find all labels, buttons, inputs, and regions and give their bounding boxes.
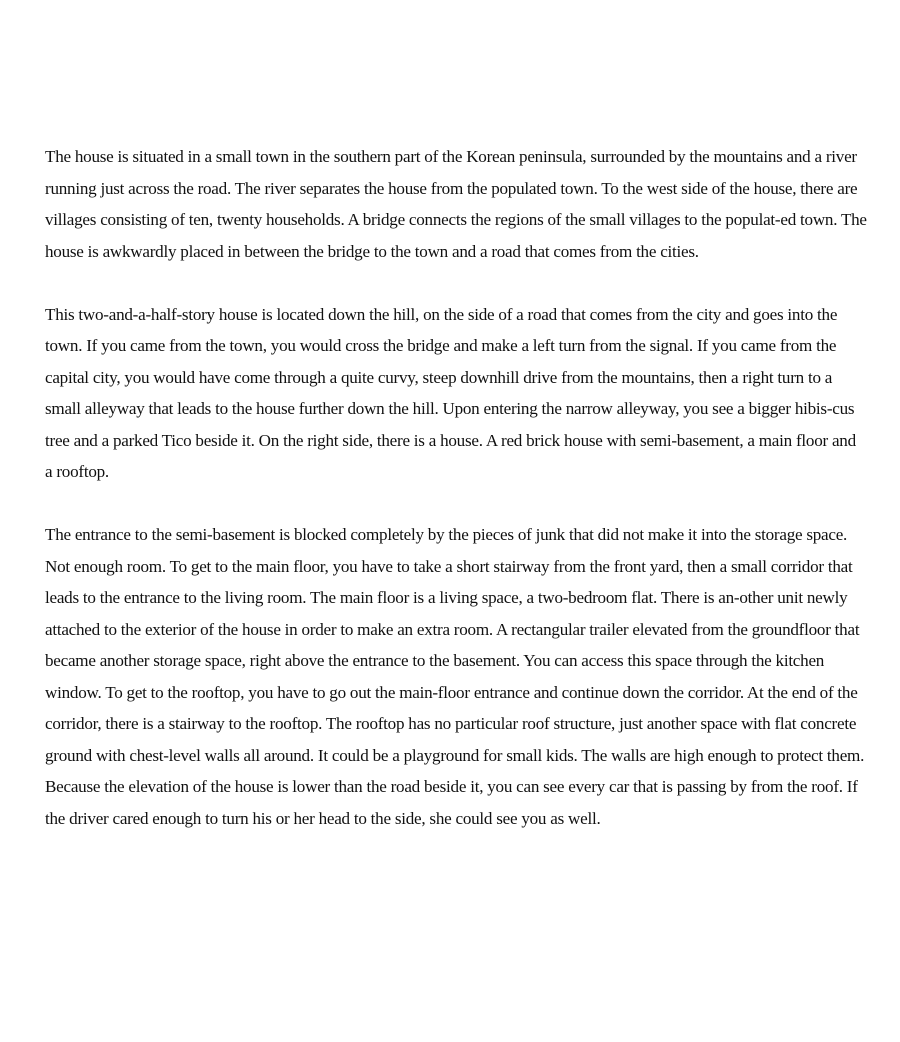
paragraph-approach: This two-and-a-half-story house is located down the hill, on the side of a road that comes from the city and goes into the town. If you came from the town, you would cross the bridge and make a left turn from the signal. If you came from the capital city, you would have come through a quite curvy, steep downhill drive from the mountains, then a right turn to a small alleyway that leads to the house further down the hill. Upon entering the narrow alleyway, you see a bigger hibis-cus tree and a parked Tico beside it. On the right side, there is a house. A red brick house with semi-basement, a main floor and a rooftop. [45,304,856,481]
paragraph-interior: The entrance to the semi-basement is blocked completely by the pieces of junk that did not make it into the storage space. Not enough room. To get to the main floor, you have to take a short stairway from the front yard, then a small corridor that leads to the entrance to the living room. The main floor is a living space, a two-bedroom flat. There is an-other unit newly attached to the exterior of the house in order to make an extra room. A rectangular trailer elevated from the groundfloor that became another storage space, right above the entrance to the basement. You can access this space through the kitchen window. To get to the rooftop, you have to go out the main-floor entrance and continue down the corridor. At the end of the corridor, there is a stairway to the rooftop. The rooftop has no particular roof structure, just another space with flat concrete ground with chest-level walls all around. It could be a playground for small kids. The walls are high enough to protect them. Because the elevation of the house is lower than the road beside it, you can see every car that is passing by from the roof. If the driver cared enough to turn his or her head to the side, she could see you as well. [45,525,865,828]
document-body [45,141,867,866]
paragraph-location: The house is situated in a small town in the southern part of the Korean peninsula, surrounded by the mountains and a river running just across the road. The river separates the house from the populated town. To the west side of the house, there are villages consisting of ten, twenty households. A bridge connects the regions of the small villages to the populat-ed town. The house is awkwardly placed in between the bridge to the town and a road that comes from the cities. [45,147,867,261]
